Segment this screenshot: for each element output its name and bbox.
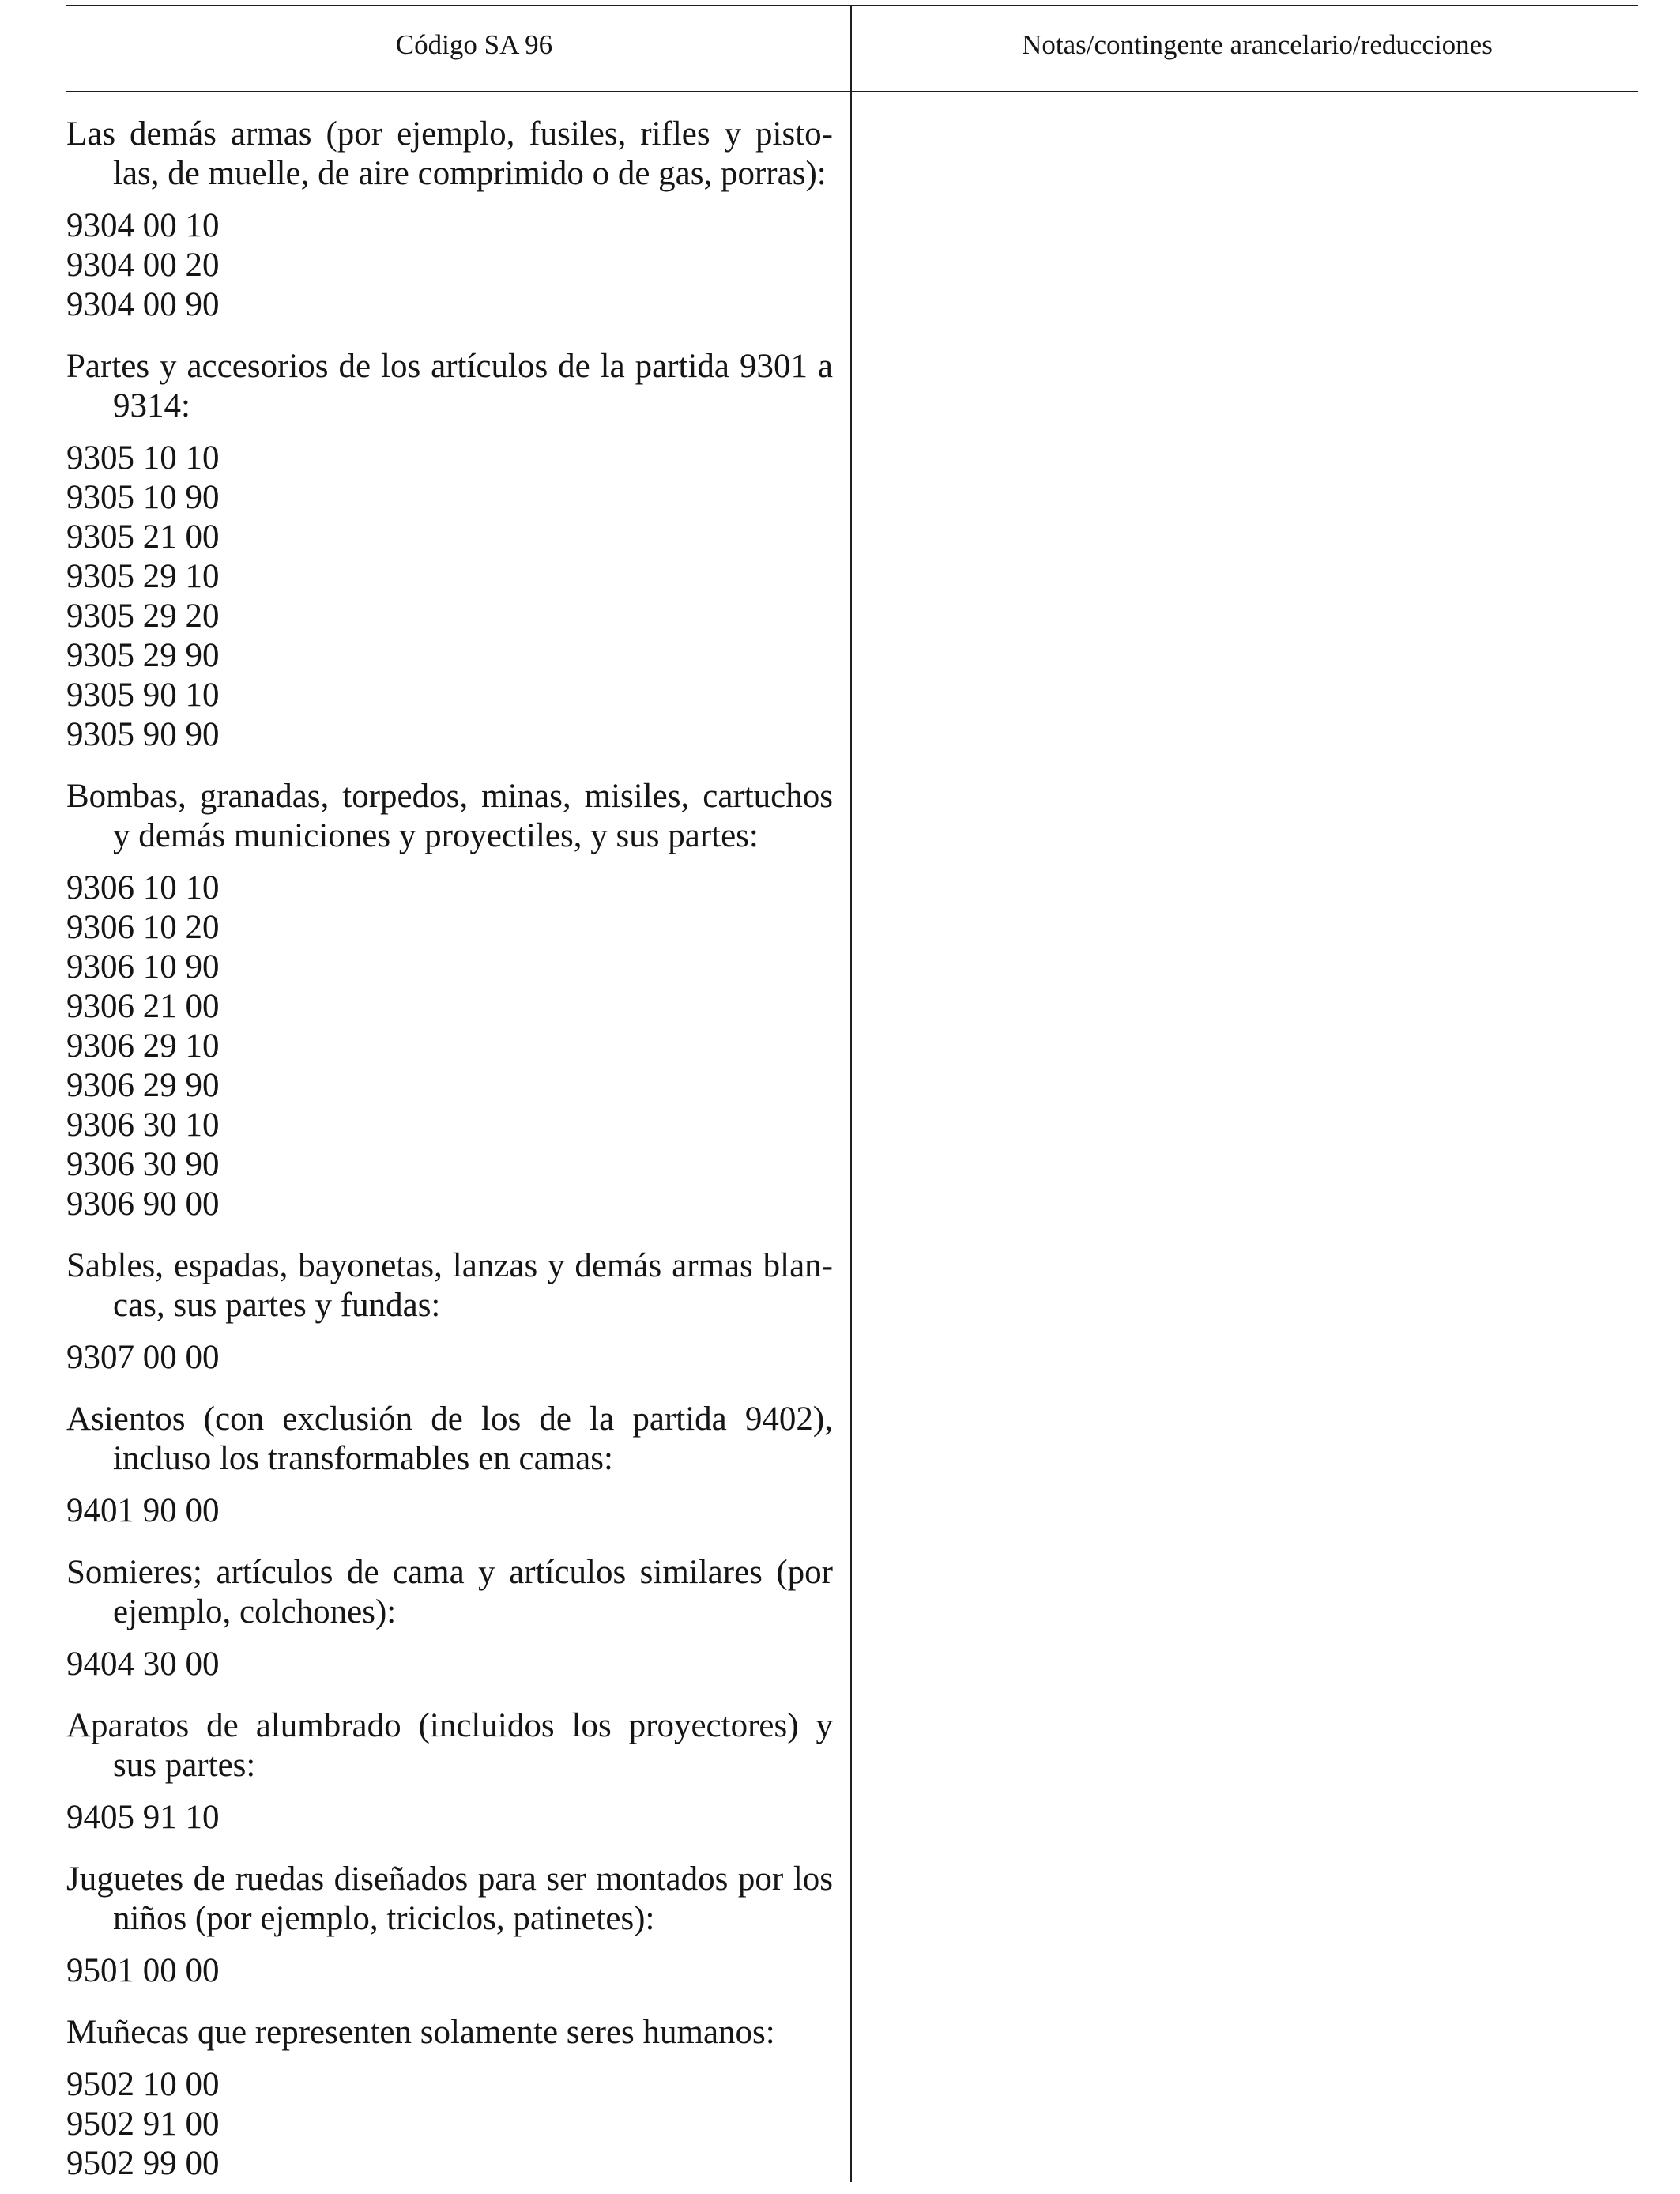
column-header-notes: Notas/contingente arancelario/reducciones	[1022, 29, 1493, 60]
hs-code: 9305 29 10	[66, 558, 220, 595]
tariff-group	[66, 347, 833, 755]
description-line: Muñecas que representen solamente seres humanos:	[66, 2014, 775, 2051]
hs-code: 9502 10 00	[66, 2066, 220, 2103]
description-line: sus partes:	[113, 1747, 256, 1784]
group-description	[66, 1246, 833, 1325]
tariff-group	[66, 1400, 833, 1531]
description-line: Asientos (con exclusión de los de la partida 9402),	[66, 1400, 833, 1438]
description-line: Aparatos de alumbrado (incluidos los proyectores) y	[66, 1707, 833, 1744]
code-list	[66, 1798, 833, 1838]
description-line: Somieres; artículos de cama y artículos similares (por	[66, 1554, 833, 1591]
hs-code-column	[66, 115, 833, 2184]
hs-code: 9306 30 90	[66, 1146, 220, 1183]
description-line: incluso los transformables en camas:	[113, 1440, 613, 1477]
description-line: ejemplo, colchones):	[113, 1593, 397, 1630]
group-description	[66, 115, 833, 194]
hs-code: 9304 00 90	[66, 286, 220, 323]
tariff-group	[66, 2013, 833, 2184]
table-top-rule	[66, 5, 1638, 6]
hs-code: 9305 10 10	[66, 439, 220, 477]
tariff-group	[66, 777, 833, 1224]
description-line: cas, sus partes y fundas:	[113, 1287, 441, 1324]
group-description	[66, 2013, 833, 2053]
code-list	[66, 1491, 833, 1531]
tariff-group	[66, 1246, 833, 1378]
hs-code: 9404 30 00	[66, 1646, 220, 1683]
hs-code: 9306 10 20	[66, 909, 220, 946]
group-description	[66, 1400, 833, 1479]
hs-code: 9304 00 20	[66, 247, 220, 284]
code-list	[66, 1338, 833, 1378]
hs-code: 9405 91 10	[66, 1799, 220, 1836]
column-header-hs-code: Código SA 96	[395, 29, 553, 60]
description-line: y demás municiones y proyectiles, y sus partes:	[113, 817, 759, 854]
hs-code: 9306 29 90	[66, 1067, 220, 1104]
hs-code: 9306 30 10	[66, 1106, 220, 1144]
hs-code: 9306 29 10	[66, 1027, 220, 1065]
hs-code: 9305 21 00	[66, 518, 220, 556]
tariff-group	[66, 1706, 833, 1838]
hs-code: 9502 91 00	[66, 2105, 220, 2143]
description-line: Bombas, granadas, torpedos, minas, misiles, cartuchos	[66, 778, 833, 815]
hs-code: 9306 21 00	[66, 988, 220, 1025]
notes-column	[852, 92, 1638, 2182]
hs-code: 9305 90 90	[66, 716, 220, 753]
code-list	[66, 206, 833, 325]
hs-code: 9305 10 90	[66, 479, 220, 516]
description-line: Sables, espadas, bayonetas, lanzas y demás armas blan-	[66, 1247, 833, 1284]
code-list	[66, 869, 833, 1224]
tariff-group	[66, 1553, 833, 1684]
description-line: 9314:	[113, 387, 190, 424]
hs-code: 9502 99 00	[66, 2145, 220, 2182]
hs-code: 9401 90 00	[66, 1492, 220, 1529]
description-line: Juguetes de ruedas diseñados para ser montados por los	[66, 1860, 833, 1898]
hs-code: 9306 10 10	[66, 869, 220, 907]
tariff-group	[66, 115, 833, 325]
group-description	[66, 347, 833, 426]
group-description	[66, 1860, 833, 1939]
code-list	[66, 1951, 833, 1991]
hs-code: 9305 29 20	[66, 598, 220, 635]
tariff-group	[66, 1860, 833, 1991]
description-line: Partes y accesorios de los artículos de la partida 9301 a	[66, 348, 833, 385]
code-list	[66, 2065, 833, 2184]
code-list	[66, 439, 833, 755]
description-line: las, de muelle, de aire comprimido o de gas, porras):	[113, 155, 827, 192]
hs-code: 9305 29 90	[66, 637, 220, 674]
hs-code: 9307 00 00	[66, 1339, 220, 1376]
code-list	[66, 1645, 833, 1684]
group-description	[66, 1553, 833, 1632]
group-description	[66, 1706, 833, 1785]
description-line: Las demás armas (por ejemplo, fusiles, rifles y pisto-	[66, 115, 833, 153]
group-description	[66, 777, 833, 856]
hs-code: 9306 90 00	[66, 1186, 220, 1223]
hs-code: 9501 00 00	[66, 1952, 220, 1989]
hs-code: 9306 10 90	[66, 948, 220, 986]
hs-code: 9304 00 10	[66, 207, 220, 244]
hs-code: 9305 90 10	[66, 677, 220, 714]
description-line: niños (por ejemplo, triciclos, patinetes):	[113, 1900, 655, 1937]
